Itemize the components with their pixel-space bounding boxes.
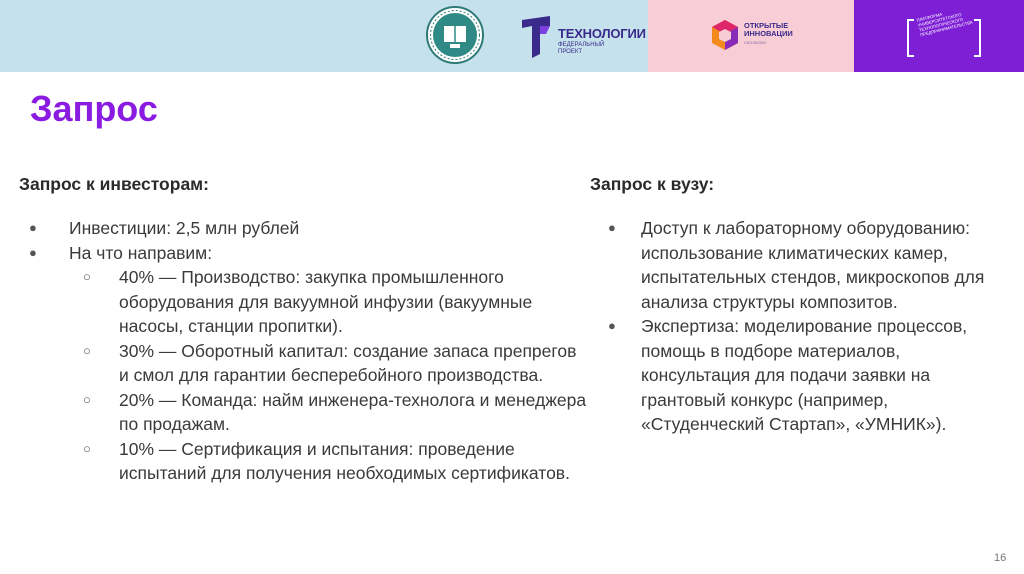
bullet-icon: ● bbox=[29, 244, 37, 260]
platform-logo bbox=[904, 11, 984, 60]
university-seal-logo bbox=[426, 6, 484, 64]
investors-heading: Запрос к инвесторам: bbox=[19, 174, 209, 194]
platform-logo-text: ПЛАТФОРМА УНИВЕРСИТЕТСКОГО ТЕХНОЛОГИЧЕСКОГО ПРЕДПРИНИМАТЕЛЬСТВА bbox=[916, 11, 974, 38]
bullet-icon: ● bbox=[608, 318, 616, 333]
header-banner bbox=[0, 0, 1024, 72]
sublist-item-text: 10% — Сертификация и испытания: проведение испытаний для получения необходимых сертификатов. bbox=[119, 438, 570, 483]
investors-column bbox=[19, 172, 589, 486]
allocation-sublist bbox=[19, 265, 589, 486]
list-item bbox=[19, 241, 589, 266]
technologies-logo-title: ТЕХНОЛОГИИ bbox=[558, 26, 646, 41]
list-item-text: Экспертиза: моделирование процессов, помощь в подборе материалов, консультация для подачи заявки на грантовый конкурс (например, «Студенческий Стартап», «УМНИК»). bbox=[641, 316, 968, 434]
list-item-text: Инвестиции: 2,5 млн рублей bbox=[69, 218, 300, 238]
open-innovations-logo bbox=[710, 18, 820, 54]
circle-bullet-icon: ○ bbox=[83, 391, 91, 407]
university-heading: Запрос к вузу: bbox=[590, 174, 715, 194]
list-item-text: На что направим: bbox=[69, 242, 213, 263]
sublist-item bbox=[19, 339, 589, 388]
bullet-icon: ● bbox=[608, 220, 616, 235]
sublist-item-text: 30% — Оборотный капитал: создание запаса препрегов и смол для гарантии бесперебойного производства. bbox=[119, 340, 577, 385]
sublist-item bbox=[19, 265, 589, 339]
sublist-item bbox=[19, 388, 589, 437]
list-item bbox=[590, 216, 1010, 314]
bullet-icon: ● bbox=[29, 220, 37, 235]
list-item-text: Доступ к лабораторному оборудованию: использование климатических камер, испытательных стендов, микроскопов для анализа структуры композитов. bbox=[641, 218, 985, 312]
circle-bullet-icon: ○ bbox=[83, 342, 91, 358]
university-list bbox=[590, 216, 1010, 437]
page-number: 16 bbox=[994, 552, 1007, 564]
circle-bullet-icon: ○ bbox=[83, 269, 91, 284]
sublist-item-text: 40% — Производство: закупка промышленного оборудования для вакуумной инфузии (вакуумные насосы, станции пропитки). bbox=[119, 267, 533, 336]
university-column bbox=[590, 172, 1010, 437]
list-item bbox=[19, 216, 589, 241]
list-item bbox=[590, 314, 1010, 437]
circle-bullet-icon: ○ bbox=[83, 440, 91, 456]
sublist-item-text: 20% — Команда: найм инженера-технолога и менеджера по продажам. bbox=[119, 389, 587, 434]
technologies-logo-subtitle: ФЕДЕРАЛЬНЫЙ ПРОЕКТ bbox=[558, 42, 605, 55]
open-innovations-logo-title: ОТКРЫТЫЕ ИННОВАЦИИ bbox=[744, 21, 793, 38]
slide-title: Запрос bbox=[30, 88, 158, 129]
technologies-logo bbox=[520, 14, 650, 60]
sublist-item bbox=[19, 437, 589, 486]
investors-list bbox=[19, 216, 589, 265]
open-innovations-logo-subtitle: СКОЛКОВО bbox=[744, 40, 766, 45]
